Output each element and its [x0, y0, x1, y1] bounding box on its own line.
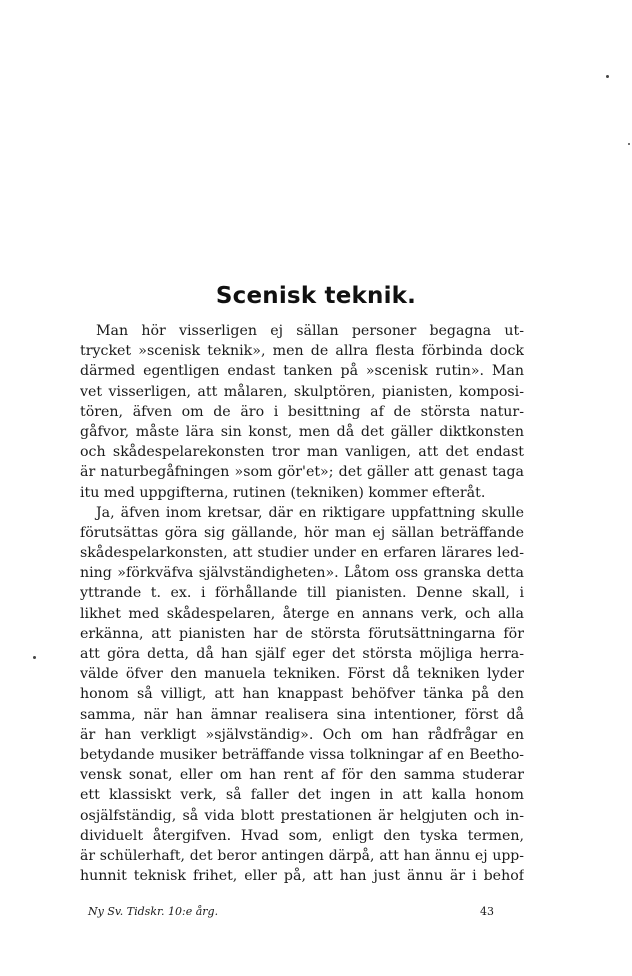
- text-line: skådespelarkonsten, att studier under en erfaren lärares led-: [80, 545, 524, 562]
- speck-mark: [33, 656, 36, 659]
- text-line: yttrande t. ex. i förhållande till pianisten. Denne skall, i: [80, 585, 524, 602]
- speck-mark: [606, 75, 609, 78]
- text-line: är naturbegåfningen »som gör'et»; det gäller att genast taga: [80, 464, 524, 481]
- article-body: [80, 321, 524, 886]
- text-line: samma, när han ämnar realisera sina intentioner, först då: [80, 706, 524, 723]
- text-line: är schülerhaft, det beror antingen därpå, att han ännu ej upp-: [80, 847, 524, 864]
- text-line: är han verkligt »självständig». Och om han rådfrågar en: [80, 726, 524, 743]
- text-line: Ja, äfven inom kretsar, där en riktigare uppfattning skulle: [96, 504, 524, 521]
- speck-mark: [628, 143, 630, 145]
- text-line: tören, äfven om de äro i besittning af de största natur-: [80, 403, 524, 420]
- text-line: dividuelt återgifven. Hvad som, enligt den tyska termen,: [80, 827, 524, 844]
- text-line: därmed egentligen endast tanken på »scenisk rutin». Man: [80, 363, 524, 380]
- text-line: vensk sonat, eller om han rent af för den samma studerar: [80, 767, 524, 784]
- text-line: välde öfver den manuela tekniken. Först då tekniken lyder: [80, 666, 524, 683]
- text-line: betydande musiker beträffande vissa tolkningar af en Beetho-: [80, 746, 524, 763]
- text-line: och skådespelarekonsten tror man vanligen, att det endast: [80, 444, 524, 461]
- text-line: ning »förkväfva självständigheten». Låtom oss granska detta: [80, 565, 524, 582]
- text-line: att göra detta, då han själf eger det största möjliga herra-: [80, 646, 524, 662]
- text-line: erkänna, att pianisten har de största förutsättningarna för: [80, 625, 524, 642]
- text-line: förutsättas göra sig gällande, hör man ej sällan beträffande: [80, 524, 524, 541]
- text-line: honom så villigt, att han knappast behöfver tänka på den: [80, 686, 524, 703]
- journal-signature: Ny Sv. Tidskr. 10:e årg.: [88, 905, 219, 918]
- article-title: Scenisk teknik.: [215, 283, 417, 309]
- text-line: gåfvor, måste lära sin konst, men då det gäller diktkonsten: [80, 423, 524, 440]
- text-line: hunnit teknisk frihet, eller på, att han just ännu är i behof: [80, 868, 524, 885]
- text-line: itu med uppgifterna, rutinen (tekniken) kommer efteråt.: [80, 484, 486, 501]
- text-line: vet visserligen, att målaren, skulptören, pianisten, komposi-: [80, 383, 524, 400]
- text-line: Man hör visserligen ej sällan personer begagna ut-: [96, 323, 524, 339]
- text-line: ett klassiskt verk, så faller det ingen in att kalla honom: [80, 787, 524, 804]
- text-line: trycket »scenisk teknik», men de allra flesta förbinda dock: [80, 343, 524, 360]
- text-line: likhet med skådespelaren, återge en annans verk, och alla: [80, 605, 524, 622]
- page-number: 43: [480, 905, 494, 918]
- text-line: osjälfständig, så vida blott prestationen är helgjuten och in-: [80, 807, 524, 824]
- page-footer: [80, 905, 524, 923]
